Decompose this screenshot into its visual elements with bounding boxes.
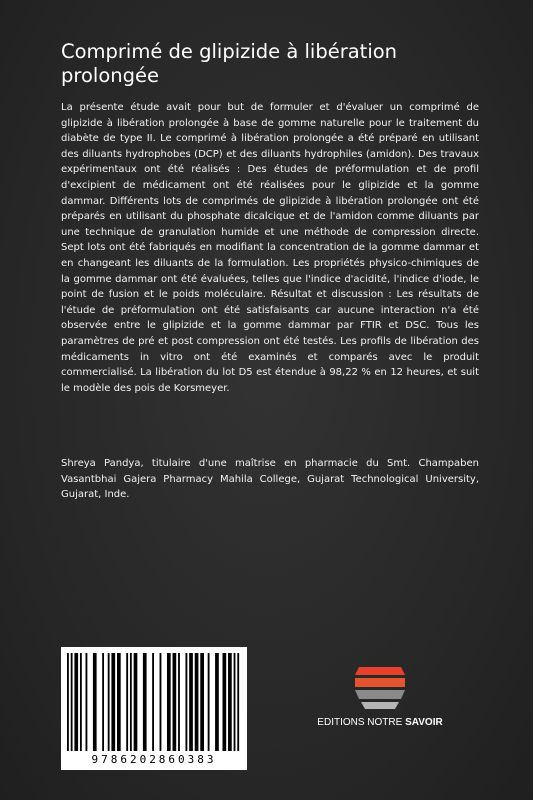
barcode-bar bbox=[152, 653, 154, 751]
barcode-bar bbox=[134, 653, 138, 751]
barcode-bar bbox=[86, 653, 88, 751]
barcode-bar bbox=[126, 653, 128, 751]
barcode-bar bbox=[222, 653, 226, 751]
barcode-bar bbox=[102, 653, 104, 751]
barcode-bar bbox=[67, 653, 69, 751]
barcode-bar bbox=[71, 653, 73, 751]
barcode-bar bbox=[74, 653, 78, 751]
barcode-bar bbox=[93, 653, 97, 751]
barcode-bar bbox=[189, 653, 193, 751]
publisher-name-regular: EDITIONS NOTRE bbox=[317, 717, 406, 728]
book-title: Comprimé de glipizide à libération prolongée bbox=[61, 40, 398, 87]
isbn-barcode bbox=[61, 647, 247, 770]
barcode-bars bbox=[61, 647, 247, 753]
book-abstract: La présente étude avait pour but de formuler et d'évaluer un comprimé de glipizide à libération prolongée à base de gomme naturelle pour le traitement du diabète de type II. Le comprimé à libération prolongée a été préparé en utilisant des diluants hydrophobes (DCP) et des diluants hydrophiles (amidon). Des travaux expérimentaux ont été réalisés : Des études de préformulation et de profil d'excipient de médicament ont été réalisées pour le glipizide et la gomme dammar. Différents lots de comprimés de glipizide à libération prolongée ont été préparés en utilisant du phosphate dicalcique et de l'amidon comme diluants par une technique de granulation humide et une méthode de compression directe. Sept lots ont été fabriqués en modifiant la concentration de la gomme dammar et en changeant les diluants de la formulation. Les propriétés physico-chimiques de la gomme dammar ont été évaluées, telles que l'indice d'acidité, l'indice d'iode, le point de fusion et le poids moléculaire. Résultat et discussion : Les résultats de l'étude de préformulation ont été satisfaisants car aucune interaction n'a été observée entre le glipizide et la gomme dammar par FTIR et DSC. Tous les paramètres de pré et post compression ont été testés. Les profils de libération des médicaments in vitro ont été examinés et comparés avec le produit commercialisé. La libération du lot D5 est étendue à 98,22 % en 12 heures, et suit le modèle des pois de Korsmeyer. bbox=[61, 102, 479, 394]
barcode-bar bbox=[237, 653, 239, 751]
barcode-bar bbox=[185, 653, 187, 751]
publisher-logo bbox=[305, 665, 455, 730]
barcode-bar bbox=[167, 653, 171, 751]
isbn-number: 9786202860383 bbox=[91, 753, 217, 766]
barcode-bar bbox=[195, 653, 199, 751]
barcode-bar bbox=[234, 653, 236, 751]
stacked-books-icon bbox=[351, 665, 409, 711]
barcode-bar bbox=[200, 653, 204, 751]
publisher-name-bold: SAVOIR bbox=[405, 717, 443, 728]
barcode-bar bbox=[215, 653, 219, 751]
barcode-bar bbox=[111, 653, 115, 751]
barcode-bar bbox=[117, 653, 121, 751]
barcode-bar bbox=[80, 653, 82, 751]
barcode-bar bbox=[178, 653, 180, 751]
publisher-name bbox=[305, 717, 455, 728]
barcode-bar bbox=[228, 653, 232, 751]
author-bio: Shreya Pandya, titulaire d'une maîtrise en pharmacie du Smt. Champaben Vasantbhai Gajera Pharmacy Mahila College, Gujarat Technological University, Gujarat, Inde. bbox=[61, 458, 479, 501]
barcode-bar bbox=[108, 653, 110, 751]
barcode-bar bbox=[173, 653, 177, 751]
barcode-bar bbox=[160, 653, 162, 751]
barcode-bar bbox=[208, 653, 210, 751]
barcode-bar bbox=[143, 653, 147, 751]
barcode-bar bbox=[130, 653, 132, 751]
